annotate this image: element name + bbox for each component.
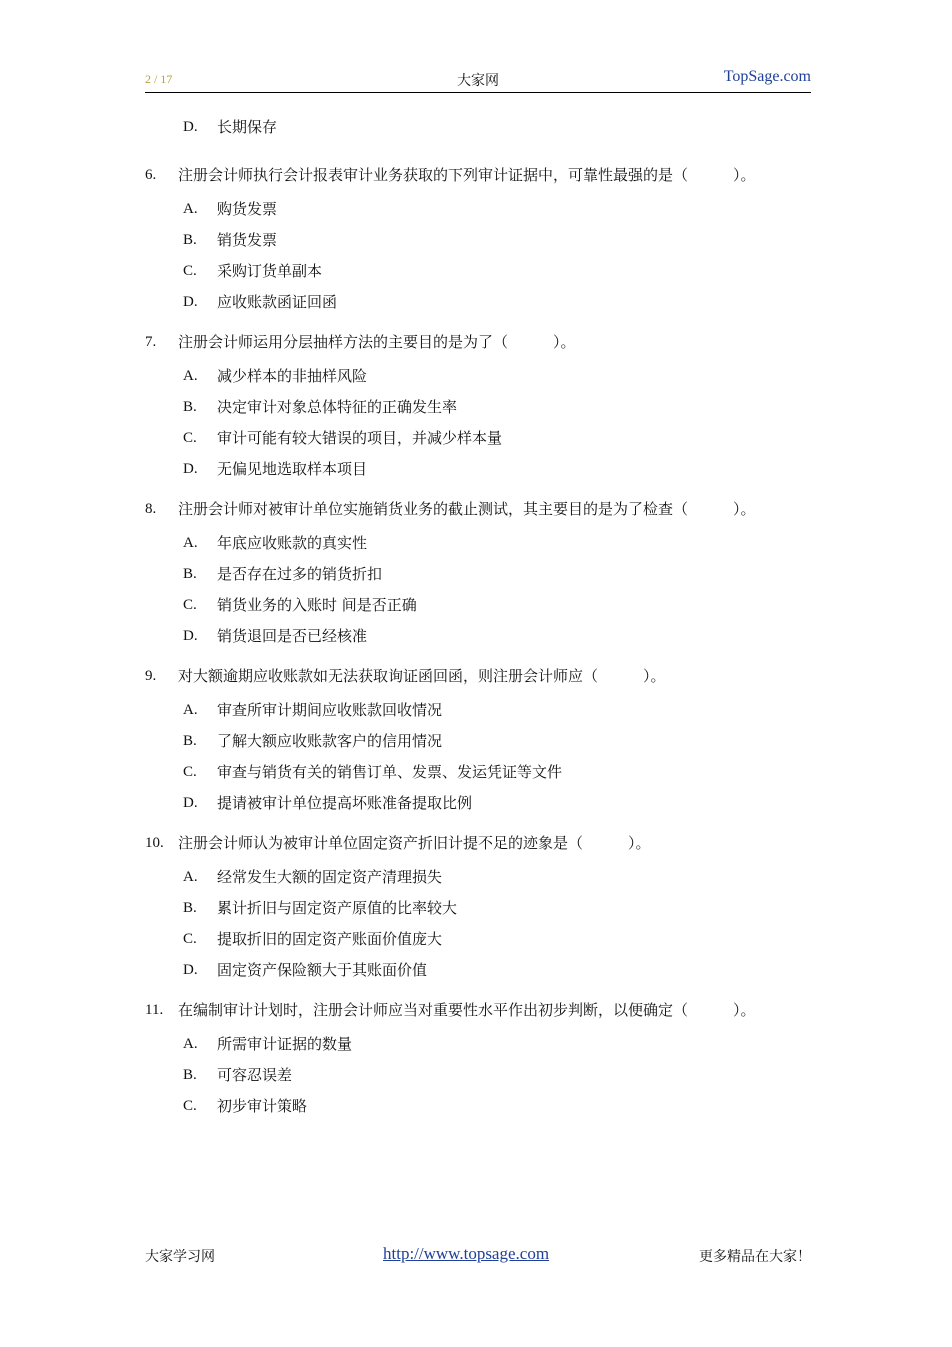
footer-slogan: 更多精品在大家！ xyxy=(699,1249,811,1265)
option-letter: D. xyxy=(183,795,198,811)
footer-site-name: 大家学习网 xyxy=(145,1249,215,1265)
answer-option xyxy=(145,392,811,423)
answer-option xyxy=(145,924,811,955)
option-text: 无偏见地选取样本项目 xyxy=(217,460,368,478)
answer-option xyxy=(145,423,811,454)
answer-option xyxy=(145,621,811,652)
option-text: 初步审计策略 xyxy=(217,1097,308,1115)
option-text: 减少样本的非抽样风险 xyxy=(217,367,368,385)
option-letter: C. xyxy=(183,430,197,446)
answer-option xyxy=(145,757,811,788)
answer-option xyxy=(145,112,811,143)
option-text: 提取折旧的固定资产账面价值庞大 xyxy=(217,930,443,948)
option-text: 固定资产保险额大于其账面价值 xyxy=(217,961,428,979)
option-text: 提请被审计单位提高坏账准备提取比例 xyxy=(217,794,473,812)
question-block xyxy=(145,332,811,485)
question-block xyxy=(145,165,811,318)
answer-option xyxy=(145,726,811,757)
page-footer xyxy=(145,1246,811,1268)
page-header xyxy=(145,66,811,93)
answer-option xyxy=(145,287,811,318)
answer-option xyxy=(145,256,811,287)
question-block xyxy=(145,833,811,986)
option-letter: A. xyxy=(183,1036,198,1052)
option-text: 经常发生大额的固定资产清理损失 xyxy=(217,868,443,886)
option-text: 审计可能有较大错误的项目，并减少样本量 xyxy=(217,429,503,447)
question-number: 8. xyxy=(145,501,157,517)
page-number: 2 / 17 xyxy=(145,72,173,86)
question-stem xyxy=(145,499,811,519)
option-text: 累计折旧与固定资产原值的比率较大 xyxy=(217,899,458,917)
option-letter: A. xyxy=(183,535,198,551)
answer-option xyxy=(145,862,811,893)
question-block xyxy=(145,1000,811,1122)
question-block xyxy=(145,112,811,143)
option-letter: C. xyxy=(183,764,197,780)
answer-option xyxy=(145,893,811,924)
option-letter: C. xyxy=(183,1098,197,1114)
answer-option xyxy=(145,955,811,986)
option-text: 年底应收账款的真实性 xyxy=(217,534,368,552)
answer-option xyxy=(145,695,811,726)
option-text: 购货发票 xyxy=(217,200,278,218)
option-text: 销货业务的入账时 间是否正确 xyxy=(217,596,417,614)
option-letter: B. xyxy=(183,1067,197,1083)
answer-option xyxy=(145,1060,811,1091)
option-text: 审查与销货有关的销售订单、发票、发运凭证等文件 xyxy=(217,763,563,781)
option-text: 了解大额应收账款客户的信用情况 xyxy=(217,732,443,750)
question-stem xyxy=(145,1000,811,1020)
answer-option xyxy=(145,454,811,485)
footer-link[interactable]: http://www.topsage.com xyxy=(383,1244,550,1263)
option-letter: D. xyxy=(183,294,198,310)
question-stem xyxy=(145,833,811,853)
answer-option xyxy=(145,1091,811,1122)
answer-option xyxy=(145,528,811,559)
answer-option xyxy=(145,590,811,621)
option-letter: A. xyxy=(183,368,198,384)
option-letter: B. xyxy=(183,566,197,582)
header-site-name: 大家网 xyxy=(457,73,499,89)
answer-option xyxy=(145,788,811,819)
option-letter: A. xyxy=(183,201,198,217)
option-letter: D. xyxy=(183,628,198,644)
question-text: 注册会计师认为被审计单位固定资产折旧计提不足的迹象是（ ）。 xyxy=(178,834,651,852)
answer-option xyxy=(145,225,811,256)
question-block xyxy=(145,666,811,819)
option-text: 应收账款函证回函 xyxy=(217,293,338,311)
question-stem xyxy=(145,165,811,185)
question-text: 在编制审计计划时，注册会计师应当对重要性水平作出初步判断，以便确定（ ）。 xyxy=(178,1001,756,1019)
answer-option xyxy=(145,559,811,590)
header-brand: TopSage.com xyxy=(723,68,811,85)
option-text: 是否存在过多的销货折扣 xyxy=(217,565,383,583)
question-block xyxy=(145,499,811,652)
question-number: 11. xyxy=(145,1002,164,1018)
option-letter: D. xyxy=(183,119,198,135)
question-stem xyxy=(145,332,811,352)
question-number: 9. xyxy=(145,668,157,684)
question-number: 7. xyxy=(145,334,157,350)
option-letter: A. xyxy=(183,702,198,718)
option-letter: B. xyxy=(183,733,197,749)
option-letter: A. xyxy=(183,869,198,885)
question-text: 注册会计师执行会计报表审计业务获取的下列审计证据中，可靠性最强的是（ ）。 xyxy=(178,166,756,184)
question-number: 6. xyxy=(145,167,157,183)
option-text: 采购订货单副本 xyxy=(217,262,323,280)
option-text: 决定审计对象总体特征的正确发生率 xyxy=(217,398,458,416)
option-letter: B. xyxy=(183,399,197,415)
option-letter: C. xyxy=(183,931,197,947)
option-text: 审查所审计期间应收账款回收情况 xyxy=(217,701,443,719)
option-letter: D. xyxy=(183,461,198,477)
option-text: 销货退回是否已经核准 xyxy=(217,627,368,645)
option-letter: B. xyxy=(183,900,197,916)
question-number: 10. xyxy=(145,835,164,851)
option-text: 所需审计证据的数量 xyxy=(217,1035,353,1053)
option-text: 销货发票 xyxy=(217,231,278,249)
option-letter: B. xyxy=(183,232,197,248)
question-text: 注册会计师对被审计单位实施销货业务的截止测试，其主要目的是为了检查（ ）。 xyxy=(178,500,756,518)
option-letter: D. xyxy=(183,962,198,978)
option-text: 可容忍误差 xyxy=(217,1066,293,1084)
question-stem xyxy=(145,666,811,686)
option-letter: C. xyxy=(183,597,197,613)
answer-option xyxy=(145,361,811,392)
question-list xyxy=(145,112,811,1136)
question-text: 对大额逾期应收账款如无法获取询证函回函，则注册会计师应（ ）。 xyxy=(178,667,666,685)
option-letter: C. xyxy=(183,263,197,279)
question-text: 注册会计师运用分层抽样方法的主要目的是为了（ ）。 xyxy=(178,333,576,351)
answer-option xyxy=(145,194,811,225)
answer-option xyxy=(145,1029,811,1060)
option-text: 长期保存 xyxy=(217,118,278,136)
